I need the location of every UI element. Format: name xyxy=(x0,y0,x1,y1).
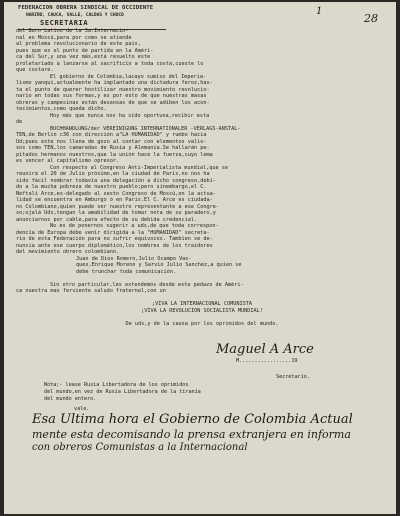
body-line: pitados hermanos nuestros,que la unión hace la fuerza,cuyo lema xyxy=(16,151,213,158)
body-line: so;ojalá Uds,tengan la amabilidad de tomar nota de su paradero,y xyxy=(16,210,216,216)
letterhead-org-name: FEDERACION OBRERA SINDICAL DE OCCIDENTE xyxy=(18,5,154,11)
body-line: ques,Enrique Moreno y Sarvio Julio Sanchez,a quien se xyxy=(76,262,242,268)
folio-mark: 28 xyxy=(364,12,378,25)
signature: Maguel A Arce xyxy=(216,342,314,357)
body-line: nuncia ante ese cuerpo diplomático,los nombres de los traidores xyxy=(16,242,213,249)
body-line: debe trunchar toda comunicación. xyxy=(76,268,176,275)
page-number-mark: 1 xyxy=(316,6,323,17)
vale-text: vale. xyxy=(74,406,90,412)
body-line: Sin otro particular,les extendemos desde este pedazo de Améri- xyxy=(50,281,244,288)
body-line: TEN,de Berlín c36 con dirección a"LA HUMANIDAD" y rumbo hacia xyxy=(16,132,207,138)
body-line: ca del Sur,y una vez más,está resuelto este xyxy=(16,54,151,60)
body-line: Ud;pues este nos llena de gozo al contar con elementos valio- xyxy=(16,138,207,145)
body-line: al problema revolucionario de este país, xyxy=(16,41,141,47)
letterhead-department: SECRETARIA xyxy=(40,19,89,27)
signature-title: Secretario. xyxy=(276,374,310,380)
nota-line-2: del mundo,en vez de Rusia Libertadora de la tiranía xyxy=(44,389,201,395)
body-line: ¡VIVA LA REVOLUCION SOCIALISTA MUNDIAL! xyxy=(141,307,263,314)
body-line: sos como TEN,los camaradas de Rusia y Alemania.Se hallarán pe- xyxy=(16,145,210,151)
body-line: reunirá el 20 de Julio próximo,en la ciudad de París,no nos ha xyxy=(16,171,210,177)
body-line: ta el punto de querer hostilizar nuestro movimiento revolucio- xyxy=(16,86,210,93)
body-line: es vencer al capitalismo opresor. xyxy=(16,158,120,164)
body-line: No es de ponernos sugerir a uds,de que toda correspon- xyxy=(50,223,219,229)
body-line: Neftalí Arce,ex-delegado al sexto Congreso de Moscú,en la actua- xyxy=(16,190,216,197)
body-line: Hoy más que nunca nos ha sido oportuna,recibir esta xyxy=(50,112,210,119)
letterhead-regions: NARIÑO, CAUCA, VALLE, CALDAS Y CHOCO xyxy=(26,13,124,18)
body-line: El gobierno de Colombia,lacayo sumiso del Imperia- xyxy=(50,73,207,80)
nota-line-3: del mundo entero. xyxy=(44,396,97,402)
body-line: De uds,y de la causa por los oprimidos del mundo. xyxy=(125,320,279,327)
body-line: de xyxy=(16,119,23,125)
body-line: anunciarnos por cable,para efecto de su debida credencial. xyxy=(16,216,198,223)
document-page xyxy=(4,2,396,514)
body-line: BUCHHANDLUNG/der VEREINIGUNG INTERNATIONALER -VERLAGS-ANSTAL- xyxy=(50,125,241,132)
body-line: nal en Moscú,para por como se atiende xyxy=(16,34,132,41)
body-line: lidad se encuentra en Amburgo ó en París.El C. Arce es ciudada- xyxy=(16,197,213,203)
body-line: tecimientos,como queda dicho. xyxy=(16,106,107,112)
body-line: nario en todas sus formas,y es por esto de que nuestras masas xyxy=(16,93,207,99)
body-line: ¡VIVA LA INTERNACIONAL COMUNISTA xyxy=(152,301,252,307)
handwritten-note-line-3: con obreros Comunistas a la Internacional xyxy=(32,442,248,453)
body-line: sido fácil nombrar todavía una delegación a dicho congreso,debi- xyxy=(16,177,216,184)
body-line: del Buro Latino de la 3a.Internacio- xyxy=(16,28,129,34)
body-line: do a la mucha pobreza de nuestro pueblo;pero sinembargo,el C. xyxy=(16,184,207,190)
signature-date-line: M.................19 xyxy=(236,358,298,364)
body-line: ca nuestra mas ferviente saludo fraternal,con un xyxy=(16,288,166,294)
body-line: dencia de Europa debe venir dirigida a la "HUMANIDAD" secreta- xyxy=(16,229,210,236)
letter-body xyxy=(16,28,388,327)
body-line: no Colombiano,quien puede ser nuestro representante a ese Congre- xyxy=(16,203,220,210)
body-line: Con respecto al Congreso Anti-Imperialista mundial,que se xyxy=(50,164,229,171)
body-line: que costare. xyxy=(16,67,54,73)
body-line: rio de esta Federación para no sufrir equívocos. Tambien se de- xyxy=(16,236,213,242)
nota-line-1: Nota;- lease Rusia Libertadora de los oprimidos xyxy=(44,382,189,388)
body-line: proletariado a lanzarse al sacrificio a toda costa,cueste lo xyxy=(16,60,204,67)
body-line: pues que es el punto de partida en la Améri- xyxy=(16,47,154,54)
handwritten-note-line-2: mente esta decomisando la prensa extranjera en informa xyxy=(32,428,351,441)
handwritten-note-line-1: Esa Ultima hora el Gobierno de Colombia Actual xyxy=(32,412,353,427)
body-line: del movimiento obrero colombiano. xyxy=(16,249,120,255)
body-line: lismo yanqui,actualmente ha implantado una dictadura feroz,has- xyxy=(16,80,213,86)
body-line: Juan de Dios Romero,Julio Ocampo Vas- xyxy=(76,255,192,262)
body-line: obreras y campesinas están deseosas de que se adiben los acon- xyxy=(16,99,210,106)
